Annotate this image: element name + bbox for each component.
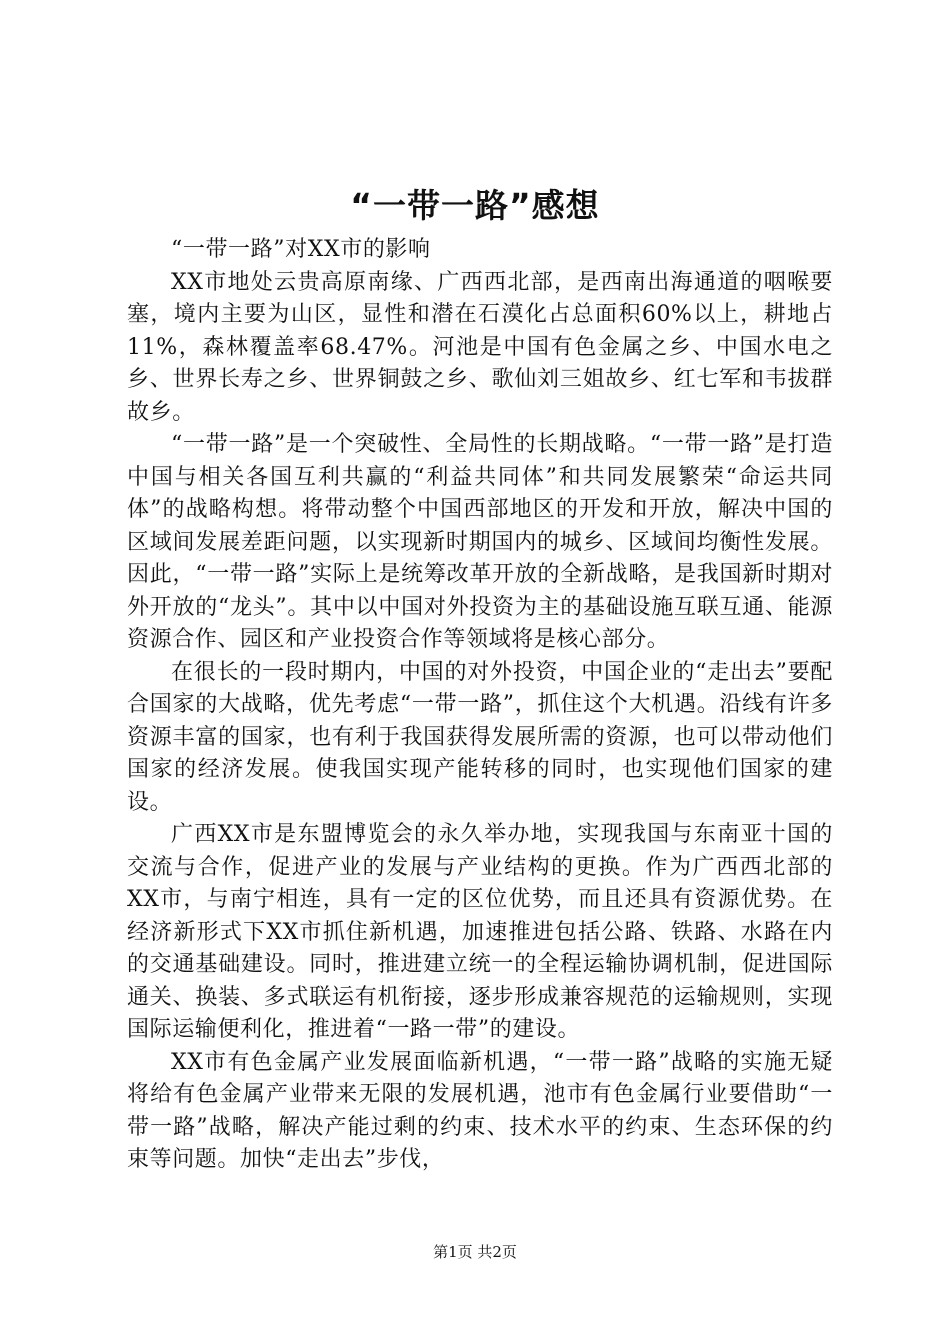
paragraph-1: XX市地处云贵高原南缘、广西西北部，是西南出海通道的咽喉要塞，境内主要为山区，显性和潜在石漠化占总面积60%以上，耕地占11%，森林覆盖率68.47%。河池是中国有色金属之乡、中国水电之乡、世界长寿之乡、世界铜鼓之乡、歌仙刘三姐故乡、红七军和韦拔群故乡。 [127, 269, 833, 425]
page-number-footer: 第1页 共2页 [433, 1243, 517, 1261]
paragraph-4: 广西XX市是东盟博览会的永久举办地，实现我国与东南亚十国的交流与合作，促进产业的发展与产业结构的更换。作为广西西北部的XX市，与南宁相连，具有一定的区位优势，而且还具有资源优势。在经济新形式下XX市抓住新机遇，加速推进包括公路、铁路、水路在内的交通基础建设。同时，推进建立统一的全程运输协调机制，促进国际通关、换装、多式联运有机衔接，逐步形成兼容规范的运输规则，实现国际运输便利化，推进着“一路一带”的建设。 [127, 822, 833, 1042]
document-title: “一带一路”感想 [350, 186, 600, 225]
paragraph-3: 在很长的一段时期内，中国的对外投资，中国企业的“走出去”要配合国家的大战略，优先考虑“一带一路”，抓住这个大机遇。沿线有许多资源丰富的国家，也有利于我国获得发展所需的资源，也可以带动他们国家的经济发展。使我国实现产能转移的同时，也实现他们国家的建设。 [127, 659, 833, 815]
document-body [127, 234, 833, 1177]
section-subheading: “一带一路”对XX市的影响 [171, 237, 431, 262]
paragraph-5: XX市有色金属产业发展面临新机遇，“一带一路”战略的实施无疑将给有色金属产业带来无限的发展机遇，池市有色金属行业要借助“一带一路”战略，解决产能过剩的约束、技术水平的约束、生态环保的约束等问题。加快“走出去”步伐， [127, 1049, 833, 1172]
paragraph-2: “一带一路”是一个突破性、全局性的长期战略。“一带一路”是打造中国与相关各国互利共赢的“利益共同体”和共同发展繁荣“命运共同体”的战略构想。将带动整个中国西部地区的开发和开放，解决中国的区域间发展差距问题，以实现新时期国内的城乡、区域间均衡性发展。因此，“一带一路”实际上是统筹改革开放的全新战略，是我国新时期对外开放的“龙头”。其中以中国对外投资为主的基础设施互联互通、能源资源合作、园区和产业投资合作等领域将是核心部分。 [127, 432, 833, 652]
